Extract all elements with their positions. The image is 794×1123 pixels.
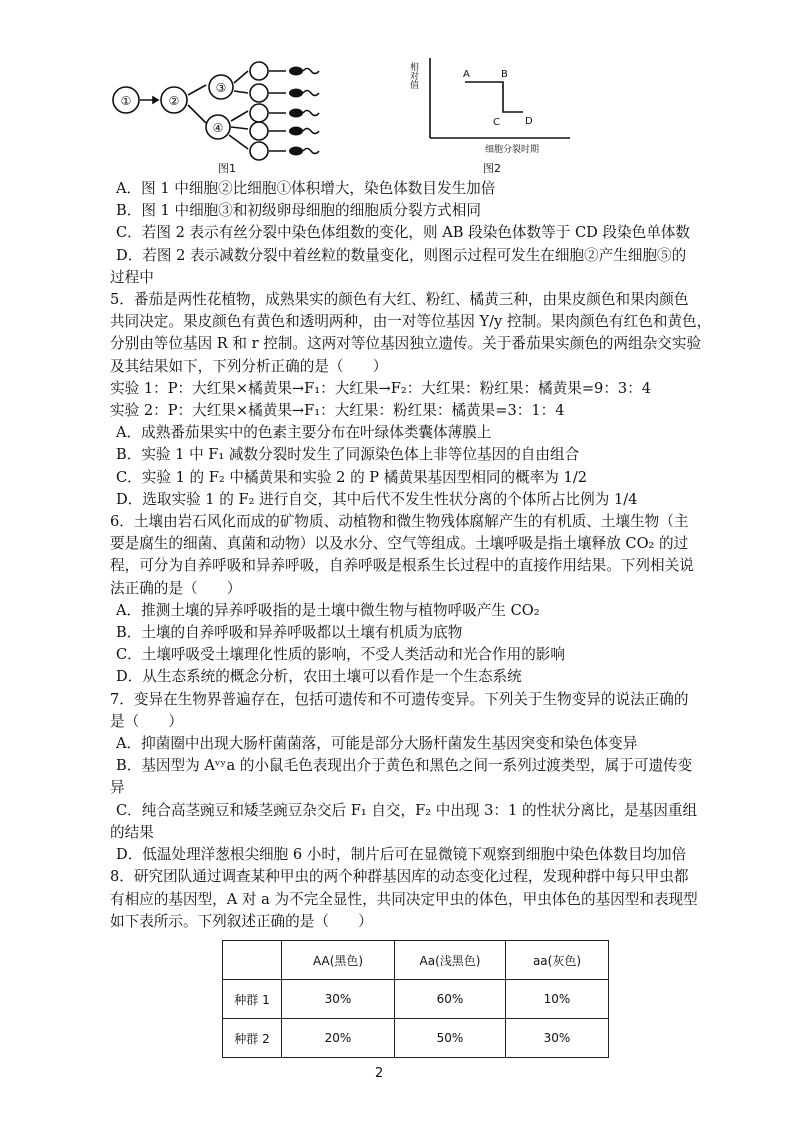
cell-2-label: ② — [168, 94, 180, 108]
table-header-cell: AA(黑色) — [282, 941, 395, 980]
q7-option-c-cont: 的结果 — [110, 823, 154, 841]
table-cell: 50% — [395, 1019, 506, 1058]
cell-3-label: ③ — [215, 81, 227, 95]
q8-stem-line: 8．研究团队通过调查某种甲虫的两个种群基因库的动态变化过程，发现种群中每只甲虫都 — [110, 868, 689, 886]
q4-option-c: C．若图 2 表示有丝分裂中染色体组数的变化，则 AB 段染色体数等于 CD 段染色单体数 — [116, 224, 691, 242]
q5-stem-line: 及其结果如下，下列分析正确的是（ ） — [110, 357, 388, 375]
row-label: 种群 1 — [223, 980, 282, 1019]
q5-option-c: C．实验 1 的 F₂ 中橘黄果和实验 2 的 P 橘黄果基因型相同的概率为 1/2 — [116, 468, 588, 486]
q5-stem-line: 共同决定。果皮颜色有黄色和透明两种，由一对等位基因 Y/y 控制。果肉颜色有红色和黄色， — [110, 313, 712, 331]
table-header-cell: Aa(浅黑色) — [395, 941, 506, 980]
q8-stem-line: 有相应的基因型，A 对 a 为不完全显性，共同决定甲虫的体色，甲虫体色的基因型和表现型 — [110, 890, 698, 908]
table-cell: 20% — [282, 1019, 395, 1058]
q5-stem-line: 分别由等位基因 R 和 r 控制。这两对等位基因独立遗传。关于番茄果实颜色的两组杂交实验 — [110, 335, 702, 353]
q6-stem-line: 要是腐生的细菌、真菌和动物）以及水分、空气等组成。土壤呼吸是指土壤释放 CO₂ 的过 — [110, 535, 689, 553]
table-header-row — [223, 941, 609, 980]
q7-option-d: D．低温处理洋葱根尖细胞 6 小时，制片后可在显微镜下观察到细胞中染色体数目均加倍 — [116, 846, 687, 864]
table-row — [223, 980, 609, 1019]
q6-option-a: A．推测土壤的异养呼吸指的是土壤中微生物与植物呼吸产生 CO₂ — [116, 601, 540, 619]
q4-option-d: D．若图 2 表示减数分裂中着丝粒的数量变化，则图示过程可发生在细胞②产生细胞⑤的 — [116, 246, 687, 264]
q5-experiment-1: 实验 1：P：大红果×橘黄果→F₁：大红果→F₂：大红果：粉红果：橘黄果=9：3：4 — [110, 379, 652, 397]
table-cell: 30% — [506, 1019, 609, 1058]
table-header-cell — [223, 941, 282, 980]
q7-option-c: C．纯合高茎豌豆和矮茎豌豆杂交后 F₁ 自交，F₂ 中出现 3：1 的性状分离比，是基因重组 — [116, 801, 698, 819]
q5-experiment-2: 实验 2：P：大红果×橘黄果→F₁：大红果：粉红果：橘黄果=3：1：4 — [110, 402, 565, 420]
figure-2-caption: 图2 — [483, 162, 501, 175]
q7-option-a: A．抑菌圈中出现大肠杆菌菌落，可能是部分大肠杆菌发生基因突变和染色体变异 — [116, 735, 638, 753]
q5-option-d: D．选取实验 1 的 F₂ 进行自交，其中后代不发生性状分离的个体所占比例为 1/4 — [116, 490, 638, 508]
table-cell: 30% — [282, 980, 395, 1019]
q6-option-b: B．土壤的自养呼吸和异养呼吸都以土壤有机质为底物 — [116, 624, 463, 642]
q4-option-a: A．图 1 中细胞②比细胞①体积增大，染色体数目发生加倍 — [116, 180, 496, 197]
x-axis-label: 细胞分裂时期 — [485, 145, 540, 155]
q7-stem-line: 是（ ） — [110, 712, 183, 730]
cell-1-label: ① — [120, 94, 132, 108]
q6-stem-line: 6．土壤由岩石风化而成的矿物质、动植物和微生物残体腐解产生的有机质、土壤生物（主 — [110, 513, 689, 531]
cell-4-label: ④ — [212, 121, 224, 135]
q6-option-c: C．土壤呼吸受土壤理化性质的影响，不受人类活动和光合作用的影响 — [116, 646, 565, 664]
table-row — [223, 1019, 609, 1058]
q5-option-b: B．实验 1 中 F₁ 减数分裂时发生了同源染色体上非等位基因的自由组合 — [116, 446, 580, 464]
row-label: 种群 2 — [223, 1019, 282, 1058]
q6-stem-line: 法正确的是（ ） — [110, 579, 242, 597]
figure-1-caption: 图1 — [218, 162, 236, 175]
point-c-label: C — [493, 117, 500, 128]
q7-option-b: B．基因型为 Aᵛʸa 的小鼠毛色表现出介于黄色和黑色之间一系列过渡类型，属于可遗传变 — [116, 757, 693, 775]
q5-option-a: A．成熟番茄果实中的色素主要分布在叶绿体类囊体薄膜上 — [116, 424, 492, 442]
q6-stem-line: 程，可分为自养呼吸和异养呼吸，自养呼吸是根系生长过程中的直接作用结果。下列相关说 — [110, 557, 694, 575]
point-a-label: A — [463, 69, 470, 80]
q4-option-d-cont: 过程中 — [110, 268, 154, 286]
q7-stem-line: 7．变异在生物界普遍存在，包括可遗传和不可遗传变异。下列关于生物变异的说法正确的 — [110, 690, 689, 708]
table-header-cell: aa(灰色) — [506, 941, 609, 980]
point-d-label: D — [525, 116, 533, 127]
q7-option-b-cont: 异 — [110, 779, 125, 797]
q8-stem-line: 如下表所示。下列叙述正确的是（ ） — [110, 912, 373, 930]
q5-stem-line: 5．番茄是两性花植物，成熟果实的颜色有大红、粉红、橘黄三种，由果皮颜色和果肉颜色 — [110, 291, 689, 309]
table-cell: 60% — [395, 980, 506, 1019]
q4-option-b: B．图 1 中细胞③和初级卵母细胞的细胞质分裂方式相同 — [116, 202, 481, 220]
point-b-label: B — [501, 69, 508, 80]
questions-body — [110, 178, 712, 933]
genotype-table — [222, 940, 609, 1058]
table-cell: 10% — [506, 980, 609, 1019]
q6-option-d: D．从生态系统的概念分析，农田土壤可以看作是一个生态系统 — [116, 668, 522, 686]
y-axis-label: 相对值 — [408, 62, 418, 89]
page-number: 2 — [375, 1066, 384, 1081]
